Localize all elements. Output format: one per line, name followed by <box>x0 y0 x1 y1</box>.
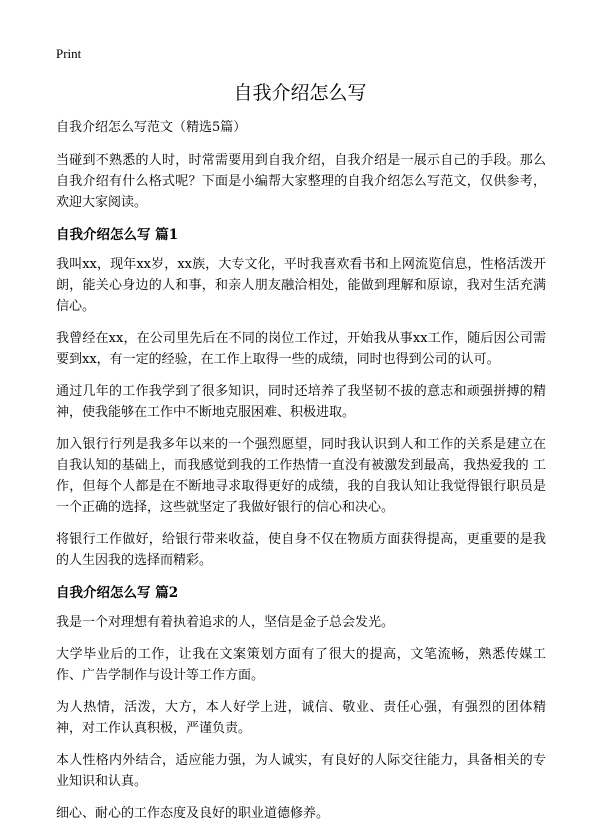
document-subtitle: 自我介绍怎么写范文（精选5篇） <box>56 120 247 135</box>
section-1 <box>56 224 546 571</box>
paragraph: 通过几年的工作我学到了很多知识，同时还培养了我坚韧不拔的意志和顽强拼搏的精神，使我能够在工作中不断地克服困难、积极进取。 <box>56 384 546 420</box>
paragraph: 我是一个对理想有着执着追求的人，坚信是金子总会发光。 <box>56 615 395 630</box>
paragraph: 我曾经在xx，在公司里先后在不同的岗位工作过，开始我从事xx工作，随后因公司需要到xx，有一定的经验，在工作上取得一些的成绩，同时也得到公司的认可。 <box>56 331 546 367</box>
page-title: 自我介绍怎么写 <box>233 82 367 104</box>
paragraph: 将银行工作做好，给银行带来收益，使自身不仅在物质方面获得提高，更重要的是我的人生因我的选择而精彩。 <box>56 532 546 568</box>
paragraph: 大学毕业后的工作，让我在文案策划方面有了很大的提高，文笔流畅，熟悉传媒工作、广告学制作与设计等工作方面。 <box>56 647 546 683</box>
section-2 <box>56 582 546 824</box>
section-heading: 自我介绍怎么写 篇1 <box>56 227 179 243</box>
paragraph: 细心、耐心的工作态度及良好的职业道德修养。 <box>56 806 330 821</box>
document-body <box>56 118 546 835</box>
paragraph: 为人热情，活泼，大方，本人好学上进，诚信、敬业、责任心强，有强烈的团体精神，对工作认真积极，严谨负责。 <box>56 700 546 736</box>
paragraph: 加入银行行列是我多年以来的一个强烈愿望，同时我认识到人和工作的关系是建立在自我认知的基础上，而我感觉到我的工作热情一直没有被激发到最高，我热爱我的 工作，但每个人都是在不断地寻求取得更好的成绩，我的自我认知让我觉得银行职员是一个正确的选择，这些就坚定了我做好银行的信心和决心。 <box>56 437 546 515</box>
intro-paragraph: 当碰到不熟悉的人时，时常需要用到自我介绍，自我介绍是一展示自己的手段。那么自我介绍有什么格式呢？下面是小编帮大家整理的自我介绍怎么写范文，仅供参考，欢迎大家阅读。 <box>56 153 546 210</box>
paragraph: 本人性格内外结合，适应能力强，为人诚实，有良好的人际交往能力，具备相关的专业知识和认真。 <box>56 753 546 789</box>
print-label: Print <box>56 46 82 61</box>
section-heading: 自我介绍怎么写 篇2 <box>56 585 179 601</box>
paragraph: 我叫xx，现年xx岁，xx族，大专文化，平时我喜欢看书和上网流览信息，性格活泼开朗，能关心身边的人和事，和亲人朋友融洽相处，能做到理解和原谅，我对生活充满信心。 <box>56 257 546 314</box>
